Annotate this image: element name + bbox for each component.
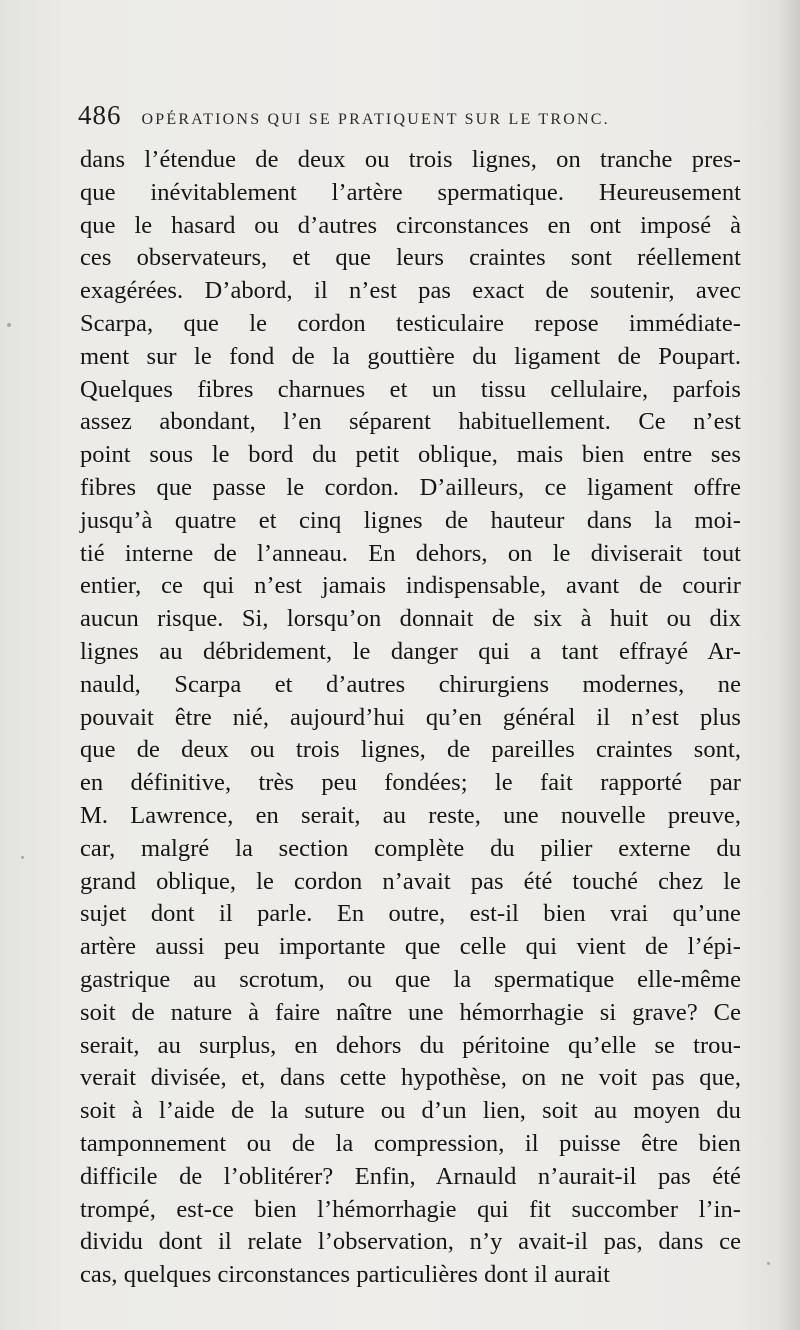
text-line: lignes au débridement, le danger qui a tant effrayé Ar- — [80, 637, 741, 665]
text-line: Scarpa, que le cordon testiculaire repose immédiate- — [80, 309, 741, 337]
text-line: que de deux ou trois lignes, de pareilles craintes sont, — [80, 736, 741, 764]
text-line: Quelques fibres charnues et un tissu cellulaire, parfois — [80, 375, 741, 403]
page-edge-shadow — [778, 0, 800, 1330]
text-line: assez abondant, l’en séparent habituellement. Ce n’est — [80, 408, 741, 436]
running-header — [78, 100, 758, 134]
text-line: soit à l’aide de la suture ou d’un lien, soit au moyen du — [80, 1097, 741, 1125]
text-line: entier, ce qui n’est jamais indispensable, avant de courir — [80, 572, 741, 600]
text-line: fibres que passe le cordon. D’ailleurs, ce ligament offre — [80, 473, 741, 501]
text-line: que inévitablement l’artère spermatique. Heureusement — [80, 178, 741, 206]
paper-speck — [767, 1262, 770, 1265]
text-line: en définitive, très peu fondées; le fait rapporté par — [80, 769, 741, 797]
text-line: M. Lawrence, en serait, au reste, une nouvelle preuve, — [80, 801, 741, 829]
text-line: tamponnement ou de la compression, il puisse être bien — [80, 1129, 741, 1157]
text-line: serait, au surplus, en dehors du péritoine qu’elle se trou- — [80, 1031, 741, 1059]
text-line: jusqu’à quatre et cinq lignes de hauteur dans la moi- — [80, 506, 741, 534]
body-text — [80, 144, 741, 1292]
text-line: verait divisée, et, dans cette hypothèse, on ne voit pas que, — [80, 1064, 741, 1092]
text-line: aucun risque. Si, lorsqu’on donnait de six à huit ou dix — [80, 605, 741, 633]
text-line: exagérées. D’abord, il n’est pas exact de soutenir, avec — [80, 277, 741, 305]
text-line: artère aussi peu importante que celle qui vient de l’épi- — [80, 933, 741, 961]
running-title: OPÉRATIONS QUI SE PRATIQUENT SUR LE TRONC. — [141, 111, 610, 128]
text-line: dividu dont il relate l’observation, n’y avait-il pas, dans ce — [80, 1228, 741, 1256]
text-line: nauld, Scarpa et d’autres chirurgiens modernes, ne — [80, 670, 741, 698]
text-line: ment sur le fond de la gouttière du ligament de Poupart. — [80, 342, 741, 370]
text-line: dans l’étendue de deux ou trois lignes, on tranche pres- — [80, 146, 741, 173]
text-line: ces observateurs, et que leurs craintes sont réellement — [80, 244, 741, 272]
text-line: gastrique au scrotum, ou que la spermatique elle-même — [80, 965, 741, 993]
paper-speck — [21, 856, 24, 859]
text-line: point sous le bord du petit oblique, mais bien entre ses — [80, 441, 741, 469]
text-line: sujet dont il parle. En outre, est-il bien vrai qu’une — [80, 900, 741, 928]
text-line: car, malgré la section complète du pilier externe du — [80, 834, 741, 862]
page-number: 486 — [78, 100, 122, 130]
text-line: grand oblique, le cordon n’avait pas été touché chez le — [80, 867, 741, 895]
text-line: soit de nature à faire naître une hémorrhagie si grave? Ce — [80, 998, 741, 1026]
text-line: pouvait être nié, aujourd’hui qu’en général il n’est plus — [80, 703, 741, 731]
text-line: tié interne de l’anneau. En dehors, on le diviserait tout — [80, 539, 741, 567]
text-line: que le hasard ou d’autres circonstances en ont imposé à — [80, 211, 741, 239]
text-line: cas, quelques circonstances particulières dont il aurait — [80, 1261, 611, 1289]
text-line: difficile de l’oblitérer? Enfin, Arnauld n’aurait-il pas été — [80, 1162, 741, 1190]
paper-speck — [7, 323, 11, 327]
text-line: trompé, est-ce bien l’hémorrhagie qui fit succomber l’in- — [80, 1195, 741, 1223]
